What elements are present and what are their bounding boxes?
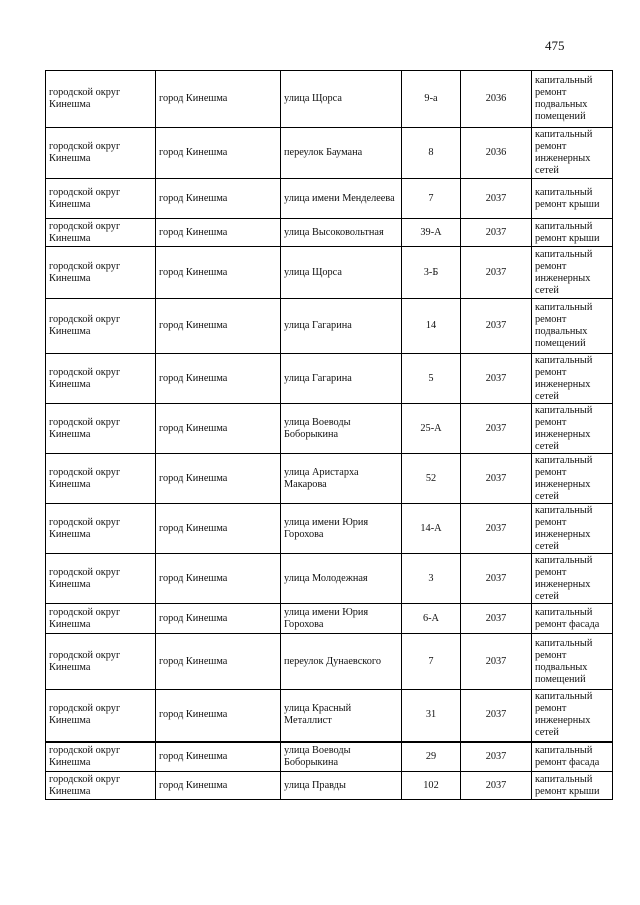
work-type-cell: капитальный ремонт подвальных помещений: [532, 71, 613, 128]
city-cell: город Кинешма: [156, 219, 281, 247]
street-cell: улица Молодежная: [281, 554, 402, 604]
street-cell: улица Щорса: [281, 71, 402, 128]
house-cell: 8: [402, 128, 461, 179]
okrug-cell: городской округ Кинешма: [46, 404, 156, 454]
house-cell: 102: [402, 772, 461, 800]
okrug-cell: городской округ Кинешма: [46, 742, 156, 772]
street-cell: улица Правды: [281, 772, 402, 800]
okrug-cell: городской округ Кинешма: [46, 772, 156, 800]
okrug-cell: городской округ Кинешма: [46, 299, 156, 354]
work-type-cell: капитальный ремонт крыши: [532, 219, 613, 247]
street-cell: улица Высоковольтная: [281, 219, 402, 247]
repair-schedule-table: [45, 70, 613, 800]
city-cell: город Кинешма: [156, 247, 281, 299]
city-cell: город Кинешма: [156, 690, 281, 742]
okrug-cell: городской округ Кинешма: [46, 71, 156, 128]
okrug-cell: городской округ Кинешма: [46, 354, 156, 404]
table-row: [46, 247, 613, 299]
year-cell: 2037: [461, 179, 532, 219]
street-cell: улица Воеводы Боборыкина: [281, 742, 402, 772]
year-cell: 2036: [461, 71, 532, 128]
street-cell: улица имени Юрия Горохова: [281, 604, 402, 634]
work-type-cell: капитальный ремонт инженерных сетей: [532, 454, 613, 504]
street-cell: улица Воеводы Боборыкина: [281, 404, 402, 454]
table-row: [46, 742, 613, 772]
okrug-cell: городской округ Кинешма: [46, 554, 156, 604]
page-number: 475: [545, 38, 565, 53]
house-cell: 14-А: [402, 504, 461, 554]
year-cell: 2036: [461, 128, 532, 179]
okrug-cell: городской округ Кинешма: [46, 247, 156, 299]
work-type-cell: капитальный ремонт инженерных сетей: [532, 690, 613, 742]
year-cell: 2037: [461, 354, 532, 404]
table-row: [46, 690, 613, 742]
house-cell: 3: [402, 554, 461, 604]
table-row: [46, 772, 613, 800]
work-type-cell: капитальный ремонт подвальных помещений: [532, 299, 613, 354]
work-type-cell: капитальный ремонт инженерных сетей: [532, 404, 613, 454]
street-cell: улица имени Менделеева: [281, 179, 402, 219]
okrug-cell: городской округ Кинешма: [46, 219, 156, 247]
house-cell: 3-Б: [402, 247, 461, 299]
work-type-cell: капитальный ремонт инженерных сетей: [532, 354, 613, 404]
table-row: [46, 128, 613, 179]
street-cell: улица Гагарина: [281, 299, 402, 354]
street-cell: улица Щорса: [281, 247, 402, 299]
house-cell: 6-А: [402, 604, 461, 634]
street-cell: переулок Баумана: [281, 128, 402, 179]
city-cell: город Кинешма: [156, 299, 281, 354]
year-cell: 2037: [461, 454, 532, 504]
table-row: [46, 634, 613, 690]
work-type-cell: капитальный ремонт инженерных сетей: [532, 504, 613, 554]
street-cell: улица Гагарина: [281, 354, 402, 404]
house-cell: 39-А: [402, 219, 461, 247]
table-row: [46, 179, 613, 219]
work-type-cell: капитальный ремонт крыши: [532, 772, 613, 800]
year-cell: 2037: [461, 247, 532, 299]
city-cell: город Кинешма: [156, 179, 281, 219]
year-cell: 2037: [461, 504, 532, 554]
work-type-cell: капитальный ремонт фасада: [532, 742, 613, 772]
table-row: [46, 354, 613, 404]
year-cell: 2037: [461, 299, 532, 354]
table-row: [46, 554, 613, 604]
work-type-cell: капитальный ремонт инженерных сетей: [532, 247, 613, 299]
okrug-cell: городской округ Кинешма: [46, 604, 156, 634]
year-cell: 2037: [461, 554, 532, 604]
house-cell: 14: [402, 299, 461, 354]
table-row: [46, 299, 613, 354]
house-cell: 25-А: [402, 404, 461, 454]
table-row: [46, 604, 613, 634]
okrug-cell: городской округ Кинешма: [46, 128, 156, 179]
okrug-cell: городской округ Кинешма: [46, 504, 156, 554]
city-cell: город Кинешма: [156, 454, 281, 504]
city-cell: город Кинешма: [156, 71, 281, 128]
table-row: [46, 404, 613, 454]
year-cell: 2037: [461, 404, 532, 454]
city-cell: город Кинешма: [156, 554, 281, 604]
house-cell: 52: [402, 454, 461, 504]
house-cell: 29: [402, 742, 461, 772]
street-cell: улица имени Юрия Горохова: [281, 504, 402, 554]
city-cell: город Кинешма: [156, 634, 281, 690]
table-row: [46, 71, 613, 128]
table-row: [46, 504, 613, 554]
year-cell: 2037: [461, 634, 532, 690]
year-cell: 2037: [461, 219, 532, 247]
city-cell: город Кинешма: [156, 354, 281, 404]
city-cell: город Кинешма: [156, 742, 281, 772]
year-cell: 2037: [461, 742, 532, 772]
work-type-cell: капитальный ремонт подвальных помещений: [532, 634, 613, 690]
city-cell: город Кинешма: [156, 604, 281, 634]
table-row: [46, 454, 613, 504]
okrug-cell: городской округ Кинешма: [46, 634, 156, 690]
work-type-cell: капитальный ремонт инженерных сетей: [532, 554, 613, 604]
street-cell: улица Аристарха Макарова: [281, 454, 402, 504]
house-cell: 5: [402, 354, 461, 404]
work-type-cell: капитальный ремонт крыши: [532, 179, 613, 219]
street-cell: переулок Дунаевского: [281, 634, 402, 690]
city-cell: город Кинешма: [156, 772, 281, 800]
okrug-cell: городской округ Кинешма: [46, 454, 156, 504]
work-type-cell: капитальный ремонт инженерных сетей: [532, 128, 613, 179]
city-cell: город Кинешма: [156, 404, 281, 454]
okrug-cell: городской округ Кинешма: [46, 690, 156, 742]
house-cell: 7: [402, 179, 461, 219]
city-cell: город Кинешма: [156, 128, 281, 179]
table-row: [46, 219, 613, 247]
house-cell: 9-а: [402, 71, 461, 128]
city-cell: город Кинешма: [156, 504, 281, 554]
year-cell: 2037: [461, 690, 532, 742]
street-cell: улица Красный Металлист: [281, 690, 402, 742]
work-type-cell: капитальный ремонт фасада: [532, 604, 613, 634]
year-cell: 2037: [461, 772, 532, 800]
okrug-cell: городской округ Кинешма: [46, 179, 156, 219]
house-cell: 7: [402, 634, 461, 690]
house-cell: 31: [402, 690, 461, 742]
year-cell: 2037: [461, 604, 532, 634]
